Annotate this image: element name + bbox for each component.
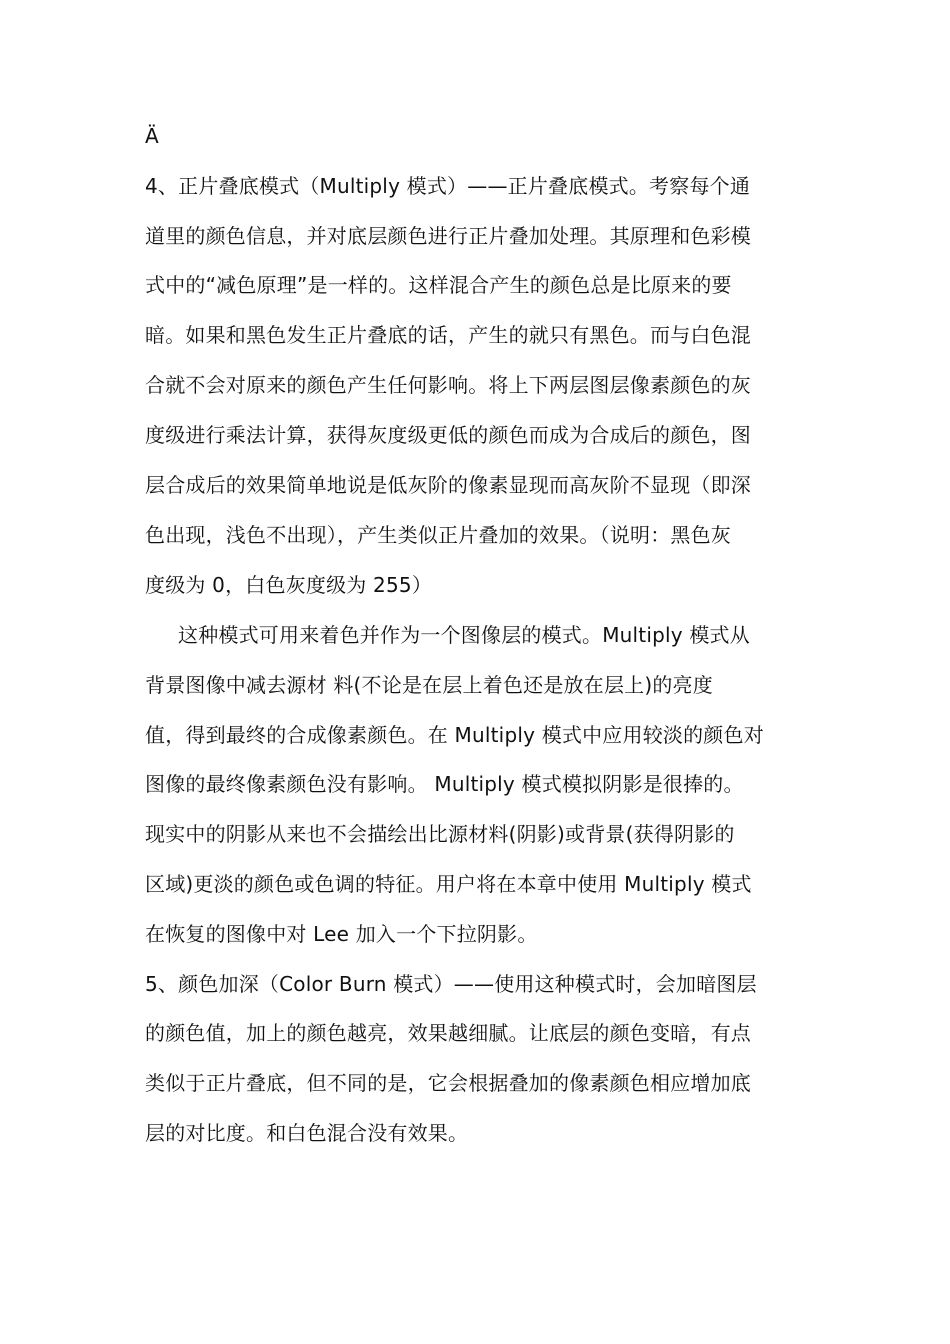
- paragraph-line: 层合成后的效果简单地说是低灰阶的像素显现而高灰阶不显现（即深: [145, 473, 751, 497]
- paragraph-line: 类似于正片叠底，但不同的是，它会根据叠加的像素颜色相应增加底: [145, 1071, 751, 1095]
- paragraph-line: 暗。如果和黑色发生正片叠底的话，产生的就只有黑色。而与白色混: [145, 323, 751, 347]
- paragraph-line: 值，得到最终的合成像素颜色。在 Multiply 模式中应用较淡的颜色对: [145, 723, 764, 747]
- paragraph-line: 图像的最终像素颜色没有影响。 Multiply 模式模拟阴影是很捧的。: [145, 772, 744, 796]
- paragraph-line: 这种模式可用来着色并作为一个图像层的模式。Multiply 模式从: [178, 623, 750, 647]
- paragraph-line: 合就不会对原来的颜色产生任何影响。将上下两层图层像素颜色的灰: [145, 373, 751, 397]
- paragraph-line: 度级进行乘法计算，获得灰度级更低的颜色而成为合成后的颜色，图: [145, 423, 751, 447]
- paragraph-line: 在恢复的图像中对 Lee 加入一个下拉阴影。: [145, 922, 538, 946]
- paragraph-line: 区域)更淡的颜色或色调的特征。用户将在本章中使用 Multiply 模式: [145, 872, 752, 896]
- paragraph-line: 层的对比度。和白色混合没有效果。: [145, 1121, 469, 1145]
- paragraph-line: 4、正片叠底模式（Multiply 模式）——正片叠底模式。考察每个通: [145, 174, 751, 198]
- paragraph-line: 背景图像中减去源材 料(不论是在层上着色还是放在层上)的亮度: [145, 673, 713, 697]
- paragraph-line: 道里的颜色信息，并对底层颜色进行正片叠加处理。其原理和色彩模: [145, 224, 751, 248]
- paragraph-line: 现实中的阴影从来也不会描绘出比源材料(阴影)或背景(获得阴影的: [145, 822, 735, 846]
- paragraph-line: 的颜色值，加上的颜色越亮，效果越细腻。让底层的颜色变暗，有点: [145, 1021, 751, 1045]
- paragraph-line: 度级为 0，白色灰度级为 255）: [145, 573, 433, 597]
- paragraph-line: 式中的“减色原理”是一样的。这样混合产生的颜色总是比原来的要: [145, 273, 732, 297]
- paragraph-line: 5、颜色加深（Color Burn 模式）——使用这种模式时，会加暗图层: [145, 972, 757, 996]
- paragraph-line: 色出现，浅色不出现），产生类似正片叠加的效果。（说明：黑色灰: [145, 523, 731, 547]
- page-marker: Ä: [145, 124, 159, 148]
